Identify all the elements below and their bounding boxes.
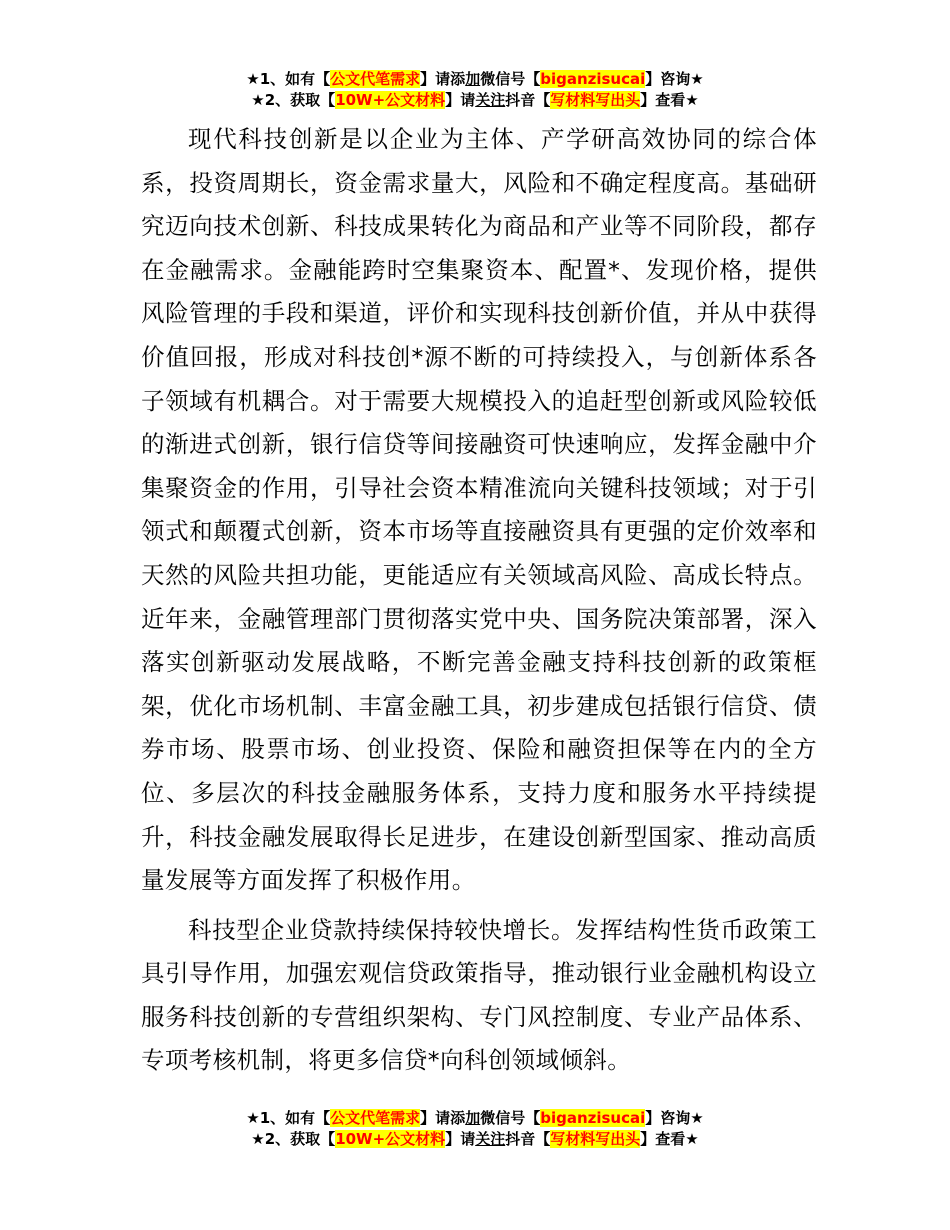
paragraph-2: 科技型企业贷款持续保持较快增长。发挥结构性货币政策工具引导作用，加强宏观信贷政策指导，推动银行业金融机构设立服务科技创新的专营组织架构、专门风控制度、专业产品体系、专项考核机制，将更多信贷*向科创领域倾斜。 [141,915,817,1075]
article-body [141,118,817,1083]
header-ad-line-2-prefix: ★2、获取【 [251,91,336,109]
header-ad-line-1-middle-b: 微信号【 [480,70,541,88]
materials-offer-highlight: 10W+公文材料 [335,1130,446,1148]
header-ad-line-1-suffix: 】咨询★ [645,70,704,88]
wechat-id-highlight: biganzisucai [540,1109,646,1127]
header-ad-line-1-middle-a: 】请添 [420,70,466,88]
header-ad-line-2 [0,90,950,111]
douyin-account-highlight: 写材料写出头 [550,91,641,109]
header-ad-line-2-suffix: 】查看★ [640,91,699,109]
footer-ad-banner [0,1108,950,1150]
footer-ad-line-2-underlined: 关注 [475,1130,506,1148]
header-ad-banner [0,69,950,111]
footer-ad-line-1 [0,1108,950,1129]
footer-ad-line-1-underlined: 加 [465,1109,481,1127]
douyin-account-highlight: 写材料写出头 [550,1130,641,1148]
footer-ad-line-1-prefix: ★1、如有【 [246,1109,331,1127]
footer-ad-line-1-middle-a: 】请添 [420,1109,466,1127]
header-ad-line-2-middle-a: 】请 [445,91,476,109]
footer-ad-line-2-middle-a: 】请 [445,1130,476,1148]
paragraph-1: 现代科技创新是以企业为主体、产学研高效协同的综合体系，投资周期长，资金需求量大，风险和不确定程度高。基础研究迈向技术创新、科技成果转化为商品和产业等不同阶段，都存在金融需求。金融能跨时空集聚资本、配置*、发现价格，提供风险管理的手段和渠道，评价和实现科技创新价值，并从中获得价值回报，形成对科技创*源不断的可持续投入，与创新体系各子领域有机耦合。对于需要大规模投入的追赶型创新或风险较低的渐进式创新，银行信贷等间接融资可快速响应，发挥金融中介集聚资金的作用，引导社会资本精准流向关键科技领域；对于引领式和颠覆式创新，资本市场等直接融资具有更强的定价效率和天然的风险共担功能，更能适应有关领域高风险、高成长特点。近年来，金融管理部门贯彻落实党中央、国务院决策部署，深入落实创新驱动发展战略，不断完善金融支持科技创新的政策框架，优化市场机制、丰富金融工具，初步建成包括银行信贷、债券市场、股票市场、创业投资、保险和融资担保等在内的全方位、多层次的科技金融服务体系，支持力度和服务水平持续提升，科技金融发展取得长足进步，在建设创新型国家、推动高质量发展等方面发挥了积极作用。 [141,125,817,895]
footer-ad-line-1-middle-b: 微信号【 [480,1109,541,1127]
header-ad-line-1-underlined: 加 [465,70,481,88]
header-ad-line-2-middle-b: 抖音【 [505,91,551,109]
wechat-id-highlight: biganzisucai [540,70,646,88]
ghostwriting-service-highlight: 公文代笔需求 [330,70,421,88]
header-ad-line-2-underlined: 关注 [475,91,506,109]
footer-ad-line-2-prefix: ★2、获取【 [251,1130,336,1148]
footer-ad-line-2-middle-b: 抖音【 [505,1130,551,1148]
header-ad-line-1-prefix: ★1、如有【 [246,70,331,88]
footer-ad-line-2 [0,1129,950,1150]
ghostwriting-service-highlight: 公文代笔需求 [330,1109,421,1127]
materials-offer-highlight: 10W+公文材料 [335,91,446,109]
footer-ad-line-2-suffix: 】查看★ [640,1130,699,1148]
header-ad-line-1 [0,69,950,90]
footer-ad-line-1-suffix: 】咨询★ [645,1109,704,1127]
